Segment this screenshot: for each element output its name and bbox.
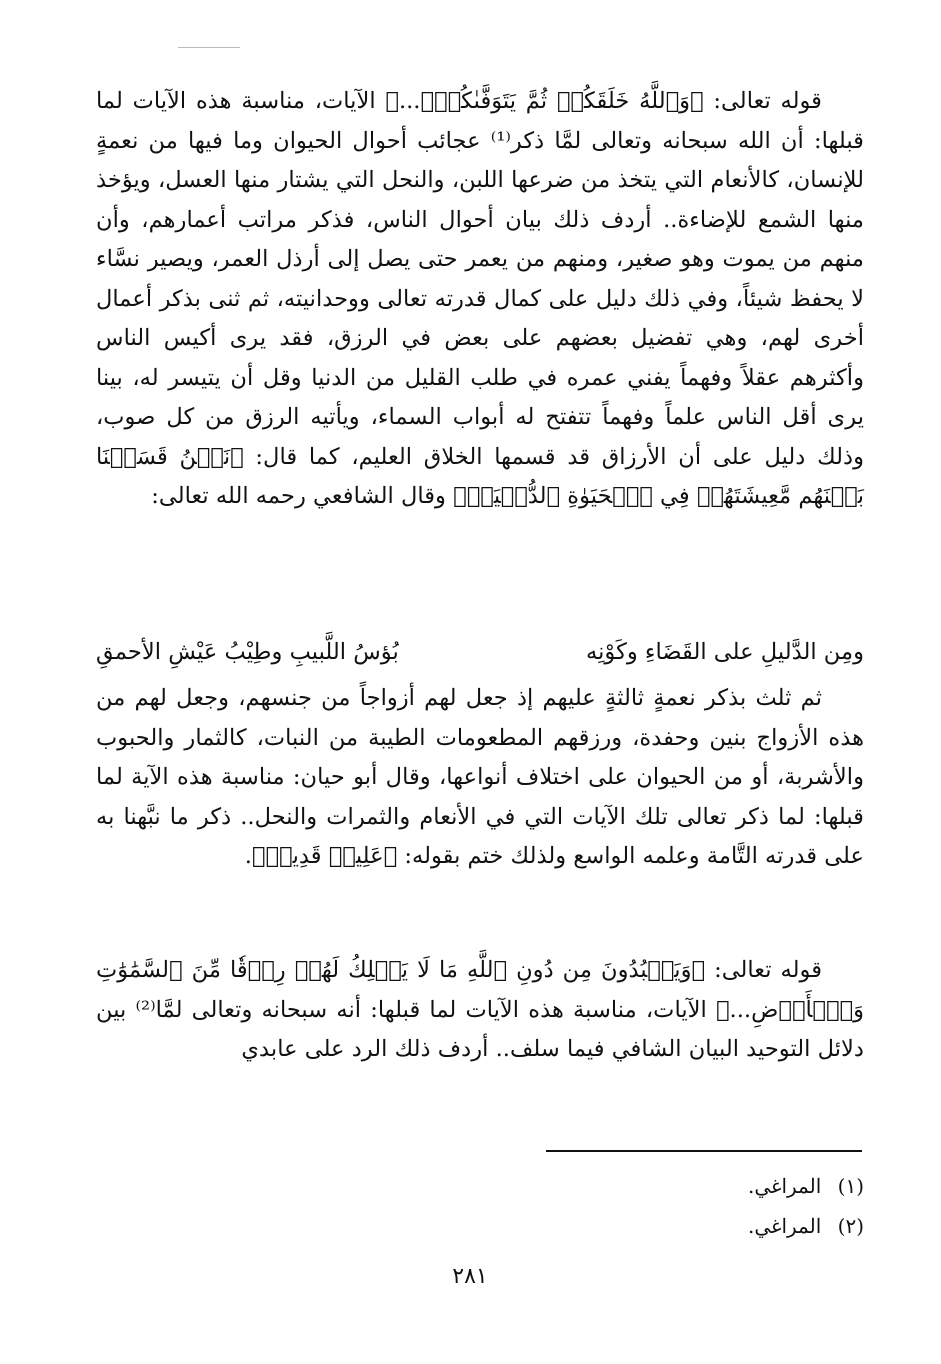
- paragraph-1: قوله تعالى: ﴿وَٱللَّهُ خَلَقَكُمۡ ثُمَّ يَتَوَفَّىٰكُمۡۚ...﴾ الآيات، مناسبة هذه الآيات لما قبلها: أن الله سبحانه وتعالى لمَّا ذكر⁽¹⁾ عجائب أحوال الحيوان وما فيها من نعمةٍ للإنسان، كالأنعام التي يتخذ من ضرعها اللبن، والنحل التي يشتار منها العسل، ويؤخذ منها الشمع للإضاءة.. أردف ذلك بيان أحوال الناس، فذكر مراتب أعمارهم، وأن منهم من يموت وهو صغير، ومنهم من يعمر حتى يصل إلى أرذل العمر، ويصير نسَّاء لا يحفظ شيئاً، وفي ذلك دليل على كمال قدرته تعالى ووحدانيته، ثم ثنى بذكر أعمال أخرى لهم، وهي تفضيل بعضهم على بعض في الرزق، فقد يرى أكيس الناس وأكثرهم عقلاً وفهماً يفني عمره في طلب القليل من الدنيا وقل أن يتيسر له، بينا يرى أقل الناس علماً وفهماً تتفتح له أبواب السماء، ويأتيه الرزق من كل صوب، وذلك دليل على أن الأرزاق قد قسمها الخلاق العليم، كما قال: ﴿نَحۡنُ قَسَمۡنَا بَيۡنَهُم مَّعِيشَتَهُمۡ فِي ٱلۡحَيَوٰةِ ٱلدُّنۡيَاۚ﴾ وقال الشافعي رحمه الله تعالى:: [96, 88, 864, 509]
- footnote-number: (١): [837, 1174, 864, 1198]
- paragraph-3: قوله تعالى: ﴿وَيَعۡبُدُونَ مِن دُونِ ٱللَّهِ مَا لَا يَمۡلِكُ لَهُمۡ رِزۡقٗا مِّنَ ٱلسَّمَٰوَٰتِ وَٱلۡأَرۡضِ...﴾ الآيات، مناسبة هذه الآيات لما قبلها: أنه سبحانه وتعالى لمَّا⁽²⁾ بين دلائل التوحيد البيان الشافي فيما سلف.. أردف ذلك الرد على عابدي: [96, 957, 864, 1062]
- footnote-separator: [546, 1150, 862, 1152]
- footnote-text: المراغي.: [747, 1214, 822, 1238]
- main-text-paragraph-3: [96, 951, 864, 1070]
- main-text-paragraph-1: [96, 82, 864, 517]
- footnote-1: [560, 1166, 864, 1206]
- page-number: ٢٨١: [452, 1264, 488, 1289]
- poem-second-hemistich: بُؤسُ اللَّبيبِ وطِيْبُ عَيْشِ الأحمقِ: [96, 639, 399, 665]
- main-text-paragraph-2: [96, 679, 864, 877]
- footnote-2: [560, 1206, 864, 1246]
- poem-first-hemistich: ومِن الدَّليلِ على القَضَاءِ وكَوْنِه: [586, 639, 864, 665]
- footnote-text: المراغي.: [747, 1174, 822, 1198]
- footnotes: [560, 1166, 864, 1246]
- footnote-number: (٢): [837, 1214, 864, 1238]
- poem-verse: [96, 632, 864, 672]
- paragraph-2: ثم ثلث بذكر نعمةٍ ثالثةٍ عليهم إذ جعل لهم أزواجاً من جنسهم، وجعل لهم من هذه الأزواج بنين وحفدة، ورزقهم المطعومات الطيبة من النبات، كالثمار والحبوب والأشربة، أو من الحيوان على اختلاف أنواعها، وقال أبو حيان: مناسبة هذه الآية لما قبلها: لما ذكر تعالى تلك الآيات التي في الأنعام والثمرات والنحل.. ذكر ما نبَّهنا به على قدرته التَّامة وعلمه الواسع ولذلك ختم بقوله: ﴿عَلِيمٞ قَدِيرٞ﴾.: [96, 685, 864, 869]
- scan-mark: [178, 47, 240, 48]
